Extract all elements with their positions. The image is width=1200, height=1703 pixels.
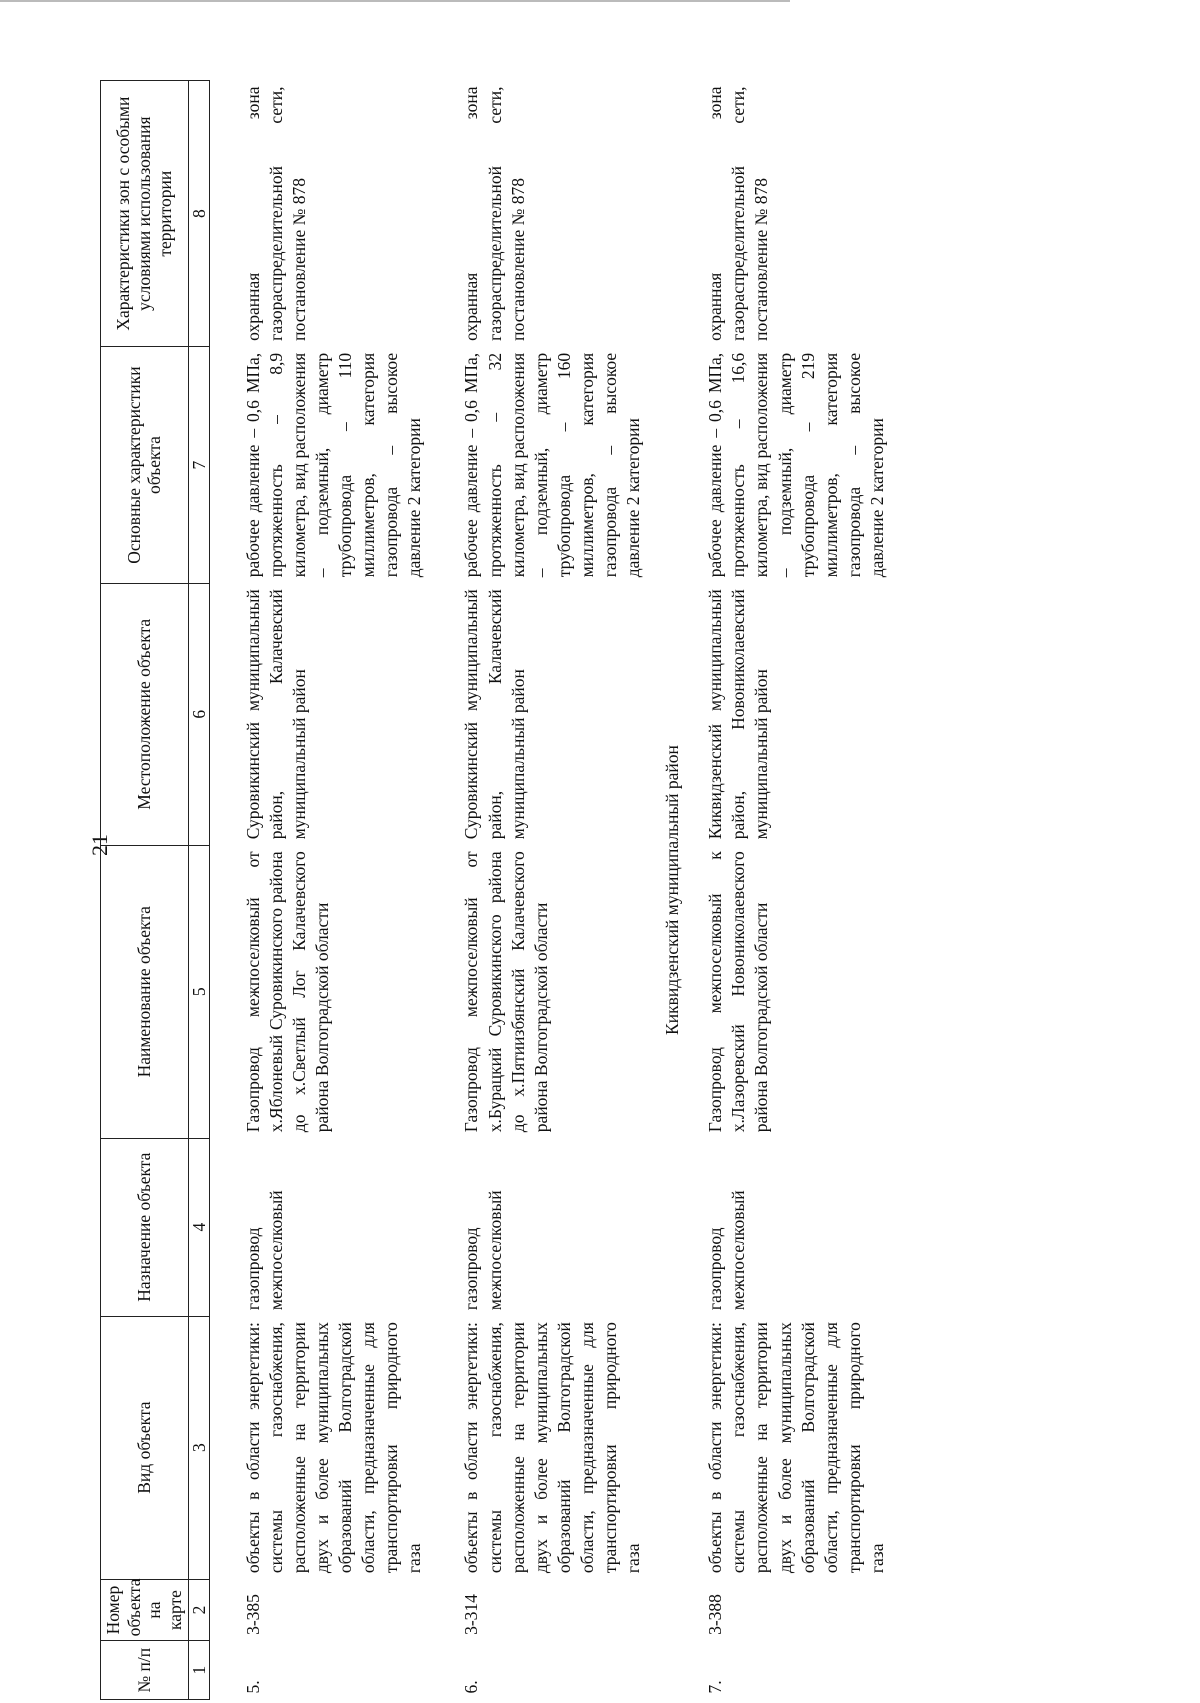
map-number: 3-314: [461, 1594, 482, 1635]
col-number: 3: [188, 1316, 209, 1579]
col-header-num: № п/п: [101, 1641, 189, 1700]
table-row: [702, 81, 891, 1700]
page-number: 21: [87, 834, 112, 856]
section-title: Киквидзенский муниципальный район: [662, 745, 683, 1035]
col-number: 8: [188, 81, 209, 347]
column-numbers-row: [188, 81, 209, 1700]
rotated-page-content: [100, 80, 1100, 1700]
col-number: 1: [188, 1641, 209, 1700]
map-number: 3-385: [242, 1594, 263, 1635]
object-kind: объекты в области энергетики: системы газоснабжения, расположенные на территории двух и более муниципальных образований Волгоградской области, предназначенные для транспортировки природного газа: [705, 1322, 887, 1574]
row-number: 7.: [705, 1680, 726, 1694]
row-number: 5.: [242, 1680, 263, 1694]
map-number: 3-388: [705, 1594, 726, 1635]
object-purpose: газопровод межпоселковый: [242, 1190, 286, 1311]
object-location: Суровикинский муниципальный район, Калачевский муниципальный район: [242, 589, 309, 840]
col-number: 6: [188, 583, 209, 845]
col-header-map-number: Номер объекта на карте: [101, 1579, 189, 1641]
col-header-location: Местоположение объекта: [101, 583, 189, 845]
object-kind: объекты в области энергетики: системы газоснабжения, расположенные на территории двух и более муниципальных образований Волгоградской области, предназначенные для транспортировки природного газа: [461, 1322, 644, 1574]
row-number: 6.: [461, 1680, 482, 1694]
col-header-purpose: Назначение объекта: [101, 1138, 189, 1316]
object-purpose: газопровод межпоселковый: [461, 1190, 505, 1311]
object-name: Газопровод межпоселковый от х.Бурацкий Суровикинского района до х.Пятиизбянский Калачевского района Волгоградской области: [461, 851, 551, 1133]
object-name: Газопровод межпоселковый от х.Яблоневый Суровикинского района до х.Светлый Лог Калачевского района Волгоградской области: [242, 851, 332, 1133]
zone-characteristics: охранная зона газораспределительной сети, постановление № 878: [461, 86, 528, 341]
object-characteristics: рабочее давление – 0,6 МПа, протяженность – 8,9 километра, вид расположения – подземный, диаметр трубопровода – 110 миллиметров, категория газопровода – высокое давление 2 категории: [242, 352, 425, 578]
header-row: [101, 81, 189, 1700]
section-row: [647, 81, 702, 1700]
col-number: 7: [188, 347, 209, 583]
object-location: Киквидзенский муниципальный район, Новониколаевский муниципальный район: [705, 589, 772, 840]
col-header-characteristics: Основные характеристики объекта: [101, 347, 189, 583]
registry-table: [100, 80, 891, 1700]
zone-characteristics: охранная зона газораспределительной сети, постановление № 878: [242, 86, 309, 341]
col-header-kind: Вид объекта: [101, 1316, 189, 1579]
zone-characteristics: охранная зона газораспределительной сети, постановление № 878: [705, 86, 772, 341]
object-location: Суровикинский муниципальный район, Калачевский муниципальный район: [461, 589, 528, 840]
col-header-zones: Характеристики зон с особыми условиями использования территории: [101, 81, 189, 347]
object-characteristics: рабочее давление – 0,6 МПа, протяженность – 16,6 километра, вид расположения – подземный, диаметр трубопровода – 219 миллиметров, категория газопровода – высокое давление 2 категории: [705, 352, 887, 578]
col-number: 4: [188, 1138, 209, 1316]
col-header-name: Наименование объекта: [101, 845, 189, 1138]
table-row: [458, 81, 647, 1700]
object-purpose: газопровод межпоселковый: [705, 1190, 749, 1311]
object-kind: объекты в области энергетики: системы газоснабжения, расположенные на территории двух и более муниципальных образований Волгоградской области, предназначенные для транспортировки природного газа: [242, 1322, 425, 1574]
col-number: 2: [188, 1579, 209, 1641]
scan-edge-line: [0, 0, 790, 2]
col-number: 5: [188, 845, 209, 1138]
object-name: Газопровод межпоселковый к х.Лазоревский Новониколаевского района Волгоградской области: [705, 851, 772, 1133]
table-row: [240, 81, 429, 1700]
object-characteristics: рабочее давление – 0,6 МПа, протяженность – 32 километра, вид расположения – подземный, диаметр трубопровода – 160 миллиметров, категория газопровода – высокое давление 2 категории: [461, 352, 644, 578]
